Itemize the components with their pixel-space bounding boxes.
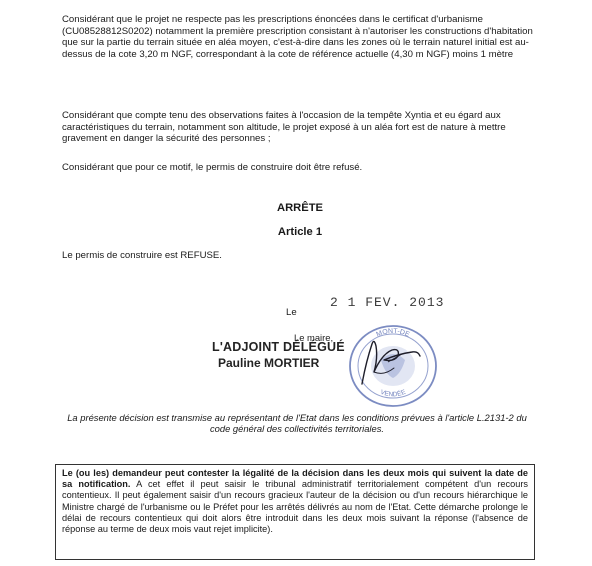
signature-icon (354, 332, 426, 390)
arrete-heading: ARRÊTE (277, 202, 323, 214)
transmission-note: La présente décision est transmise au représentant de l'Etat dans les conditions prévues à l'article L.2131-2 du code général des collectivités territoriales. (67, 412, 527, 435)
appeal-notice-box (55, 464, 535, 560)
date-stamp: 2 1 FEV. 2013 (330, 295, 445, 310)
adjoint-stamp: L'ADJOINT DÉLÉGUÉ (212, 340, 345, 354)
signer-name: Pauline MORTIER (218, 356, 320, 370)
appeal-notice-text (62, 468, 528, 535)
considerant-prescriptions: Considérant que le projet ne respecte pas les prescriptions énoncées dans le certificat d'urbanisme (CU08528812S0202) notamment la première prescription consistant à n'autoriser les constructions d'habitation que sur la partie du terrain située en aléa moyen, c'est-à-dire dans les zones où le terrain naturel initial est au-dessus de la cote 3,20 m NGF, correspondant à la cote de référence actuelle (4,30 m NGF) moins 1 mètre (62, 14, 533, 60)
appeal-notice-body: A cet effet il peut saisir le tribunal administratif territorialement compétent d'un recours contentieux. Il peut également saisir d'un recours gracieux l'auteur de la décision ou d'un recours hiérarchique le Ministre chargé de l'urbanisme ou le Préfet pour les arrêtés délivrés au nom de l'Etat. Cette démarche prolonge le délai de recours contentieux qui doit alors être introduit dans les deux mois suivant la réponse (l'absence de réponse au terme de deux mois vaut rejet implicite). (62, 479, 528, 535)
decision-text: Le permis de construire est REFUSE. (62, 250, 222, 261)
considerant-motif: Considérant que pour ce motif, le permis de construire doit être refusé. (62, 162, 363, 173)
date-prefix: Le (286, 307, 297, 318)
article-heading: Article 1 (277, 226, 323, 238)
considerant-xyntia: Considérant que compte tenu des observations faites à l'occasion de la tempête Xyntia et eu égard aux caractéristiques du terrain, notamment son altitude, le projet exposé à un aléa fort est de nature à mettre gravement en danger la sécurité des personnes ; (62, 110, 506, 145)
appeal-notice-lead: Le (ou les) demandeur peut contester la légalité de la décision dans les deux mois qui suivent la date de sa notification. (62, 468, 528, 490)
seal-bottom-text: VENDÉE (379, 388, 407, 399)
seal-top-text: MONT-DE (375, 327, 411, 339)
mayor-line: Le maire, (294, 332, 334, 343)
